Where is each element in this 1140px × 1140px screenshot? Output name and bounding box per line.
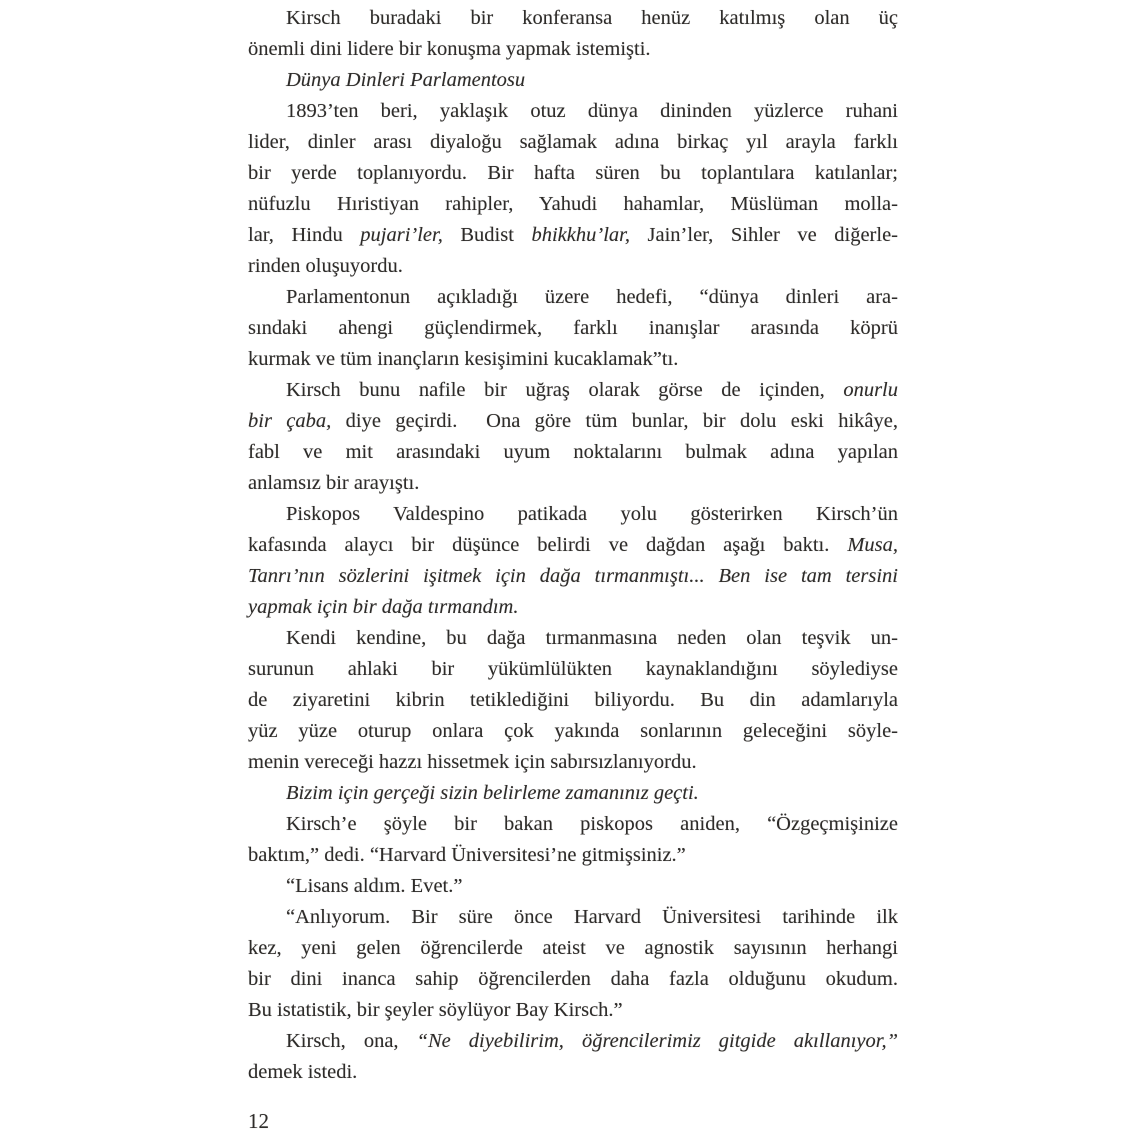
paragraph [248, 778, 898, 809]
italic-text-run: pujari’ler, [360, 224, 443, 246]
text-line [248, 623, 898, 654]
paragraph [248, 871, 898, 902]
italic-text-run: onurlu [843, 379, 898, 401]
text-run: fabl ve mit arasındaki uyum noktalarını bulmak adına yapılan [248, 441, 898, 463]
text-line [248, 933, 898, 964]
text-line [248, 561, 898, 592]
text-line [248, 375, 898, 406]
text-line [248, 778, 898, 809]
text-run: “Anlıyorum. Bir süre önce Harvard Üniversitesi tarihinde ilk [286, 906, 898, 928]
text-run: kafasında alaycı bir düşünce belirdi ve dağdan aşağı baktı. [248, 534, 848, 556]
paragraph [248, 375, 898, 499]
text-run: menin vereceği hazzı hissetmek için sabırsızlanıyordu. [248, 751, 697, 773]
text-line [248, 1057, 898, 1088]
text-run: Kendi kendine, bu dağa tırmanmasına neden olan teşvik un- [286, 627, 898, 649]
text-run: surunun ahlaki bir yükümlülükten kaynaklandığını söylediyse [248, 658, 898, 680]
text-line [248, 716, 898, 747]
text-run: 1893’ten beri, yaklaşık otuz dünya dininden yüzlerce ruhani [286, 100, 898, 122]
text-line [248, 189, 898, 220]
text-run: Kirsch, ona, [286, 1030, 417, 1052]
text-line [248, 530, 898, 561]
text-run: kez, yeni gelen öğrencilerde ateist ve agnostik sayısının herhangi [248, 937, 898, 959]
italic-text-run: Dünya Dinleri Parlamentosu [286, 69, 526, 91]
text-line [248, 437, 898, 468]
text-line [248, 220, 898, 251]
text-line [248, 499, 898, 530]
paragraph [248, 902, 898, 1026]
text-run: sındaki ahengi güçlendirmek, farklı inanışlar arasında köprü [248, 317, 898, 339]
italic-text-run: yapmak için bir dağa tırmandım. [248, 596, 519, 618]
italic-text-run: Bizim için gerçeği sizin belirleme zamanınız geçti. [286, 782, 699, 804]
text-line [248, 654, 898, 685]
text-line [248, 406, 898, 437]
text-run: Budist [442, 224, 532, 246]
text-run: anlamsız bir arayıştı. [248, 472, 420, 494]
italic-text-run: “Ne diyebilirim, öğrencilerimiz gitgide akıllanıyor,” [416, 1030, 898, 1052]
text-run: rinden oluşuyordu. [248, 255, 403, 277]
text-run: yüz yüze oturup onlara çok yakında sonlarının geleceğini söyle- [248, 720, 898, 742]
text-line [248, 313, 898, 344]
paragraph [248, 499, 898, 623]
text-line [248, 995, 898, 1026]
paragraph [248, 282, 898, 375]
text-run: Kirsch’e şöyle bir bakan piskopos aniden, “Özgeçmişinize [286, 813, 898, 835]
text-line [248, 1026, 898, 1057]
text-run: “Lisans aldım. Evet.” [286, 875, 463, 897]
text-line [248, 65, 898, 96]
text-line [248, 34, 898, 65]
text-line [248, 840, 898, 871]
text-run: nüfuzlu Hıristiyan rahipler, Yahudi hahamlar, Müslüman molla- [248, 193, 898, 215]
text-run: bir yerde toplanıyordu. Bir hafta süren bu toplantılara katılanlar; [248, 162, 898, 184]
italic-text-run: bir çaba, [248, 410, 332, 432]
text-run: lider, dinler arası diyaloğu sağlamak adına birkaç yıl arayla farklı [248, 131, 898, 153]
text-run: demek istedi. [248, 1061, 358, 1083]
text-line [248, 282, 898, 313]
paragraph [248, 809, 898, 871]
text-line [248, 158, 898, 189]
paragraph [248, 96, 898, 282]
text-line [248, 871, 898, 902]
text-run: Piskopos Valdespino patikada yolu gösterirken Kirsch’ün [286, 503, 898, 525]
text-line [248, 592, 898, 623]
text-line [248, 747, 898, 778]
text-run: Parlamentonun açıkladığı üzere hedefi, “dünya dinleri ara- [286, 286, 898, 308]
page-number: 12 [248, 1109, 269, 1133]
paragraph [248, 65, 898, 96]
text-run: baktım,” dedi. “Harvard Üniversitesi’ne gitmişsiniz.” [248, 844, 686, 866]
text-line [248, 902, 898, 933]
italic-text-run: bhikkhu’lar, [531, 224, 630, 246]
text-run: kurmak ve tüm inançların kesişimini kucaklamak”tı. [248, 348, 679, 370]
text-line [248, 127, 898, 158]
text-run: Kirsch buradaki bir konferansa henüz katılmış olan üç [286, 7, 898, 29]
paragraph [248, 1026, 898, 1088]
italic-text-run: Musa, [847, 534, 898, 556]
text-line [248, 344, 898, 375]
text-line [248, 96, 898, 127]
paragraph [248, 623, 898, 778]
text-run: diye geçirdi. Ona göre tüm bunlar, bir dolu eski hikâye, [331, 410, 898, 432]
italic-text-run: Tanrı’nın sözlerini işitmek için dağa tırmanmıştı... Ben ise tam tersini [248, 565, 898, 587]
text-run: Kirsch bunu nafile bir uğraş olarak görse de içinden, [286, 379, 844, 401]
text-run: lar, Hindu [248, 224, 361, 246]
text-run: Jain’ler, Sihler ve diğerle- [629, 224, 898, 246]
text-run: de ziyaretini kibrin tetiklediğini biliyordu. Bu din adamlarıyla [248, 689, 898, 711]
text-line [248, 3, 898, 34]
text-run: Bu istatistik, bir şeyler söylüyor Bay Kirsch.” [248, 999, 623, 1021]
text-line [248, 685, 898, 716]
text-line [248, 251, 898, 282]
text-run: önemli dini lidere bir konuşma yapmak istemişti. [248, 38, 651, 60]
paragraph [248, 3, 898, 65]
text-run: bir dini inanca sahip öğrencilerden daha fazla olduğunu okudum. [248, 968, 898, 990]
text-line [248, 964, 898, 995]
text-line [248, 468, 898, 499]
page-text-block [248, 3, 898, 1088]
text-line [248, 809, 898, 840]
